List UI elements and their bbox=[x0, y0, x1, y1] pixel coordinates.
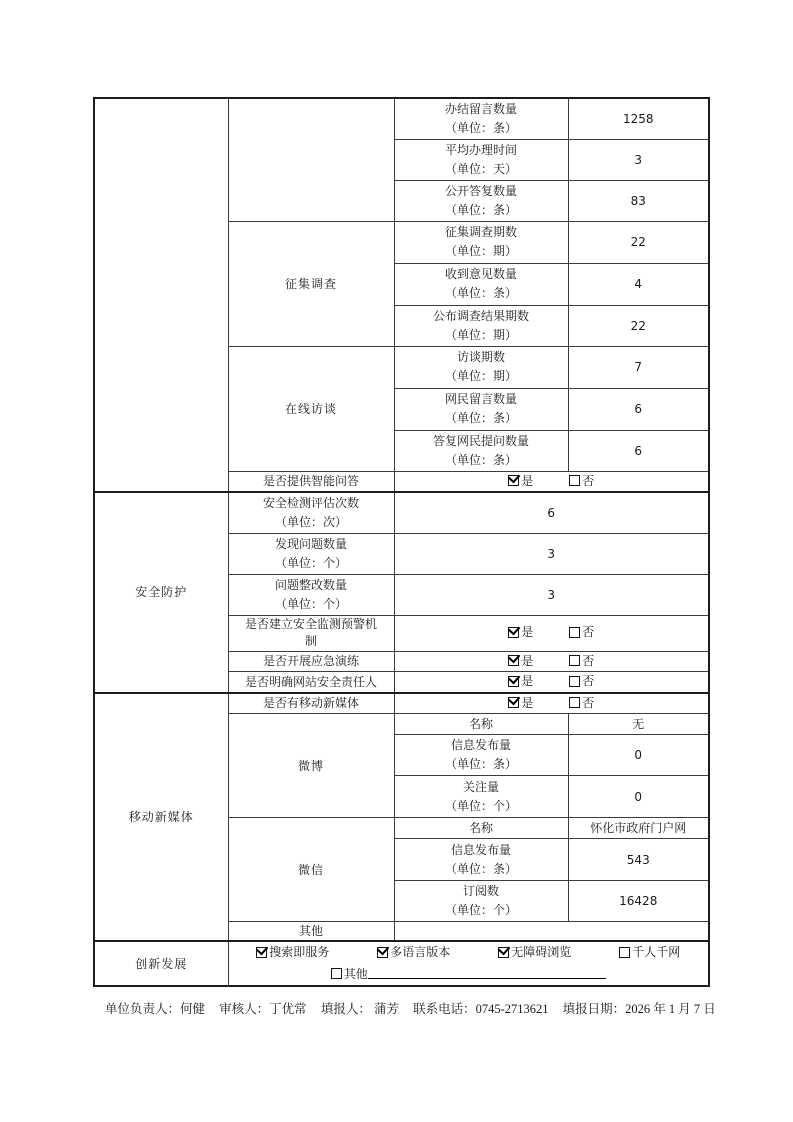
checkbox-unchecked-icon bbox=[569, 697, 580, 708]
other-media-label: 其他 bbox=[228, 922, 394, 942]
subcategory-wechat: 微信 bbox=[228, 818, 394, 922]
subcategory-survey: 征集调查 bbox=[228, 221, 394, 346]
metric-value: 0 bbox=[568, 735, 709, 776]
annual-report-table bbox=[93, 97, 710, 987]
yes-label: 是 bbox=[521, 695, 534, 710]
metric-value: 543 bbox=[568, 839, 709, 881]
metric-label-cell bbox=[394, 776, 568, 818]
metric-unit: （单位：次） bbox=[274, 514, 347, 529]
metric-unit: （单位：期） bbox=[444, 244, 517, 258]
checkbox-checked-icon bbox=[256, 947, 267, 958]
metric-label: 信息发布量 bbox=[450, 738, 511, 752]
metric-label: 关注量 bbox=[462, 779, 499, 794]
metric-unit: （单位：期） bbox=[444, 369, 517, 383]
table-row bbox=[94, 941, 709, 986]
checkbox-checked-icon bbox=[508, 627, 519, 638]
yes-label: 是 bbox=[521, 674, 534, 688]
checkbox-unchecked-icon bbox=[569, 655, 580, 666]
innovation-options-line1 bbox=[229, 942, 709, 964]
metric-label-cell bbox=[394, 180, 568, 221]
yes-label: 是 bbox=[521, 625, 534, 640]
boolean-label: 是否有移动新媒体 bbox=[228, 693, 394, 714]
option-label: 千人千网 bbox=[632, 945, 681, 959]
metric-value: 3 bbox=[394, 574, 709, 615]
no-label: 否 bbox=[582, 695, 595, 710]
metric-unit: （单位：天） bbox=[444, 161, 517, 176]
footer-auditor: 审核人：丁优常 bbox=[219, 1002, 307, 1016]
metric-value: 83 bbox=[568, 180, 709, 221]
innovation-options-line2 bbox=[229, 964, 709, 986]
metric-label-cell bbox=[394, 139, 568, 180]
metric-value: 6 bbox=[568, 388, 709, 430]
checkbox-checked-icon bbox=[508, 676, 519, 687]
metric-label: 平均办理时间 bbox=[444, 142, 517, 157]
boolean-value-cell bbox=[394, 693, 709, 714]
metric-unit: （单位：条） bbox=[444, 452, 517, 467]
checkbox-unchecked-icon bbox=[569, 475, 580, 486]
metric-unit: （单位：个） bbox=[274, 596, 347, 611]
category-mobile-media: 移动新媒体 bbox=[94, 693, 228, 942]
parent-category-cell-empty bbox=[94, 98, 228, 492]
footer-filler: 填报人： 蒲芳 bbox=[320, 1002, 399, 1016]
subcategory-weibo: 微博 bbox=[228, 714, 394, 818]
metric-unit: （单位：条） bbox=[444, 861, 517, 876]
metric-label-cell bbox=[228, 533, 394, 574]
metric-value: 6 bbox=[568, 430, 709, 471]
boolean-label: 是否提供智能问答 bbox=[228, 471, 394, 492]
boolean-value-cell bbox=[394, 471, 709, 492]
metric-value: 22 bbox=[568, 221, 709, 263]
table-row bbox=[94, 492, 709, 533]
option-label: 其他 bbox=[343, 966, 368, 981]
option-label: 无障碍浏览 bbox=[511, 945, 572, 959]
other-media-value-empty bbox=[394, 922, 709, 942]
metric-label: 名称 bbox=[394, 818, 568, 839]
checkbox-checked-icon bbox=[377, 947, 388, 958]
metric-label: 访谈期数 bbox=[456, 350, 505, 364]
metric-label: 订阅数 bbox=[462, 884, 499, 898]
boolean-label: 是否建立安全监测预警机制 bbox=[244, 617, 377, 648]
metric-label-cell bbox=[394, 430, 568, 471]
boolean-value-cell bbox=[394, 615, 709, 651]
metric-label-cell bbox=[394, 388, 568, 430]
metric-unit: （单位：个） bbox=[444, 798, 517, 813]
metric-label: 征集调查期数 bbox=[444, 225, 517, 239]
checkbox-unchecked-icon bbox=[569, 676, 580, 687]
checkbox-checked-icon bbox=[498, 947, 509, 958]
boolean-label: 是否明确网站安全责任人 bbox=[228, 672, 394, 693]
metric-value: 无 bbox=[568, 714, 709, 735]
metric-value: 3 bbox=[394, 533, 709, 574]
no-label: 否 bbox=[582, 653, 595, 668]
metric-unit: （单位：个） bbox=[444, 903, 517, 917]
metric-label: 发现问题数量 bbox=[274, 536, 347, 551]
metric-label: 办结留言数量 bbox=[444, 101, 517, 116]
metric-value: 3 bbox=[568, 139, 709, 180]
boolean-value-cell bbox=[394, 651, 709, 672]
metric-value: 1258 bbox=[568, 98, 709, 139]
option-label: 搜索即服务 bbox=[269, 945, 330, 959]
checkbox-unchecked-icon bbox=[331, 968, 342, 979]
metric-label: 答复网民提问数量 bbox=[432, 433, 529, 448]
metric-value: 怀化市政府门户网 bbox=[568, 818, 709, 839]
metric-unit: （单位：条） bbox=[444, 411, 517, 425]
option-label: 多语言版本 bbox=[390, 945, 451, 959]
metric-label-cell bbox=[228, 574, 394, 615]
metric-label-cell bbox=[394, 305, 568, 346]
metric-unit: （单位：个） bbox=[274, 555, 347, 570]
metric-label: 网民留言数量 bbox=[444, 392, 517, 406]
metric-unit: （单位：条） bbox=[444, 202, 517, 217]
metric-label: 问题整改数量 bbox=[274, 577, 347, 592]
boolean-label: 是否开展应急演练 bbox=[228, 651, 394, 672]
metric-value: 22 bbox=[568, 305, 709, 346]
footer-responsible: 单位负责人：何健 bbox=[105, 1002, 206, 1016]
metric-unit: （单位：条） bbox=[444, 757, 517, 771]
checkbox-checked-icon bbox=[508, 475, 519, 486]
subcategory-cell-empty bbox=[228, 98, 394, 221]
metric-value: 0 bbox=[568, 776, 709, 818]
table-row bbox=[94, 98, 709, 139]
table-row bbox=[94, 693, 709, 714]
subcategory-interview: 在线访谈 bbox=[228, 346, 394, 471]
metric-value: 7 bbox=[568, 346, 709, 388]
yes-label: 是 bbox=[521, 473, 534, 488]
no-label: 否 bbox=[582, 674, 595, 688]
metric-label-cell bbox=[394, 735, 568, 776]
metric-label: 收到意见数量 bbox=[444, 267, 517, 281]
category-innovation: 创新发展 bbox=[94, 941, 228, 986]
no-label: 否 bbox=[582, 473, 595, 488]
footer-phone: 联系电话：0745-2713621 bbox=[413, 1002, 549, 1016]
metric-label-cell bbox=[394, 263, 568, 305]
metric-value: 6 bbox=[394, 492, 709, 533]
report-footer bbox=[105, 999, 716, 1017]
yes-label: 是 bbox=[521, 653, 534, 668]
metric-label: 安全检测评估次数 bbox=[262, 495, 359, 510]
boolean-value-cell bbox=[394, 672, 709, 693]
metric-label: 公开答复数量 bbox=[444, 183, 517, 198]
checkbox-checked-icon bbox=[508, 697, 519, 708]
category-security: 安全防护 bbox=[94, 492, 228, 693]
metric-label-cell bbox=[394, 839, 568, 881]
innovation-options-cell bbox=[228, 941, 709, 986]
metric-value: 16428 bbox=[568, 881, 709, 922]
metric-label: 名称 bbox=[394, 714, 568, 735]
metric-label-cell bbox=[394, 881, 568, 922]
metric-unit: （单位：条） bbox=[444, 286, 517, 300]
footer-date: 填报日期：2026 年 1 月 7 日 bbox=[562, 1002, 716, 1016]
metric-unit: （单位：条） bbox=[444, 120, 517, 135]
metric-label-cell bbox=[394, 98, 568, 139]
metric-label-cell bbox=[228, 492, 394, 533]
metric-value: 4 bbox=[568, 263, 709, 305]
checkbox-unchecked-icon bbox=[619, 947, 630, 958]
metric-label-cell bbox=[394, 346, 568, 388]
metric-label: 公布调查结果期数 bbox=[432, 308, 529, 323]
checkbox-unchecked-icon bbox=[569, 627, 580, 638]
metric-label: 信息发布量 bbox=[450, 842, 511, 857]
metric-unit: （单位：期） bbox=[444, 327, 517, 342]
other-option-blank-line bbox=[368, 967, 606, 979]
checkbox-checked-icon bbox=[508, 655, 519, 666]
no-label: 否 bbox=[582, 625, 595, 640]
metric-label-cell bbox=[394, 221, 568, 263]
boolean-label-cell bbox=[228, 615, 394, 651]
